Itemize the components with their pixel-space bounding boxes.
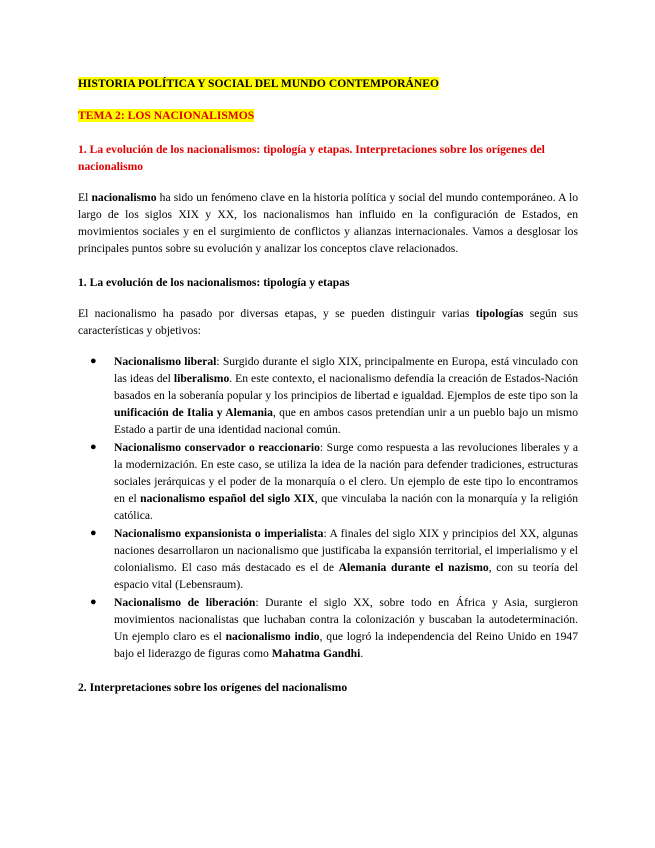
- bullet-icon: ●: [90, 596, 97, 608]
- item-bold-3: unificación de Italia y Alemania: [114, 406, 273, 419]
- item-text-2: , que vinculaba la nación con la monarquía y la religión católica.: [114, 492, 578, 522]
- item-text-1: : Surgido durante el siglo XIX, principalmente en Europa, está vinculado con las ideas del: [114, 355, 578, 385]
- typologies-text-2: según sus características y objetivos:: [78, 307, 578, 337]
- bullet-icon: ●: [90, 355, 97, 367]
- subheading-origins: 2. Interpretaciones sobre los orígenes del nacionalismo: [78, 681, 348, 694]
- list-item: [78, 525, 578, 593]
- typologies-bold: tipologías: [475, 307, 524, 320]
- item-bold-2: nacionalismo español del siglo XIX: [140, 492, 315, 505]
- subheading-evolution: 1. La evolución de los nacionalismos: tipología y etapas: [78, 276, 350, 289]
- item-bold-1: Nacionalismo liberal: [114, 355, 217, 368]
- topic-title-text: TEMA 2: LOS NACIONALISMOS: [78, 109, 255, 122]
- item-bold-2: nacionalismo indio: [225, 630, 320, 643]
- intro-text-1: El: [78, 191, 92, 204]
- item-bold-1: Nacionalismo de liberación: [114, 596, 256, 609]
- item-text-3: , que en ambos casos pretendían unir a un pueblo bajo un mismo Estado a partir de una identidad nacional común.: [114, 406, 578, 436]
- item-text-1: : A finales del siglo XIX y principios del XX, algunas naciones desarrollaron un nacionalismo que justificaba la expansión territorial, el imperialismo y el colonialismo. El caso más destacado es el de: [114, 527, 578, 574]
- list-item: [78, 439, 578, 524]
- item-text-2: , con su teoría del espacio vital (Lebensraum).: [114, 561, 579, 591]
- item-text-3: .: [360, 647, 364, 660]
- typologies-text-1: El nacionalismo ha pasado por diversas etapas, y se pueden distinguir varias: [78, 307, 476, 320]
- bullet-icon: ●: [90, 527, 97, 539]
- list-item: [78, 594, 578, 662]
- topic-title: [78, 108, 578, 124]
- intro-text-2: ha sido un fenómeno clave en la historia política y social del mundo contemporáneo. A lo largo de los siglos XIX y XX, los nacionalismos han influido en la configuración de Estados, en movimientos sociales y en el surgimiento de conflictos y alianzas internacionales. Vamos a desglosar los principales puntos sobre su evolución y analizar los conceptos clave relacionados.: [78, 191, 579, 255]
- typology-list: [78, 353, 578, 662]
- item-bold-1: Nacionalismo expansionista o imperialista: [114, 527, 324, 540]
- intro-paragraph: [78, 189, 578, 257]
- list-item: [78, 353, 578, 438]
- item-text-2: , que logró la independencia del Reino Unido en 1947 bajo el liderazgo de figuras como: [114, 630, 578, 660]
- item-bold-2: liberalismo: [173, 372, 230, 385]
- item-bold-3: Mahatma Gandhi: [271, 647, 361, 660]
- intro-bold-1: nacionalismo: [91, 191, 157, 204]
- item-bold-2: Alemania durante el nazismo: [338, 561, 489, 574]
- section-1-title: 1. La evolución de los nacionalismos: tipología y etapas. Interpretaciones sobre los orígenes del nacionalismo: [78, 143, 545, 173]
- document-page: [78, 76, 578, 696]
- typologies-paragraph: [78, 305, 578, 339]
- item-text-1: : Surge como respuesta a las revoluciones liberales y a la modernización. En este caso, se utiliza la idea de la nación para defender tradiciones, estructuras sociales jerárquicas y el poder de la monarquía o el clero. Un ejemplo de este tipo lo encontramos en el: [114, 441, 578, 505]
- item-text-2: . En este contexto, el nacionalismo defendía la creación de Estados-Nación basados en la soberanía popular y los principios de libertad e igualdad. Ejemplos de este tipo son la: [114, 372, 578, 402]
- document-title-text: HISTORIA POLÍTICA Y SOCIAL DEL MUNDO CONTEMPORÁNEO: [78, 77, 439, 90]
- bullet-icon: ●: [90, 441, 97, 453]
- item-bold-1: Nacionalismo conservador o reaccionario: [114, 441, 320, 454]
- document-title: [78, 76, 578, 92]
- item-text-1: : Durante el siglo XX, sobre todo en África y Asia, surgieron movimientos nacionalistas que luchaban contra la colonización y buscaban la autodeterminación. Un ejemplo claro es el: [114, 596, 579, 643]
